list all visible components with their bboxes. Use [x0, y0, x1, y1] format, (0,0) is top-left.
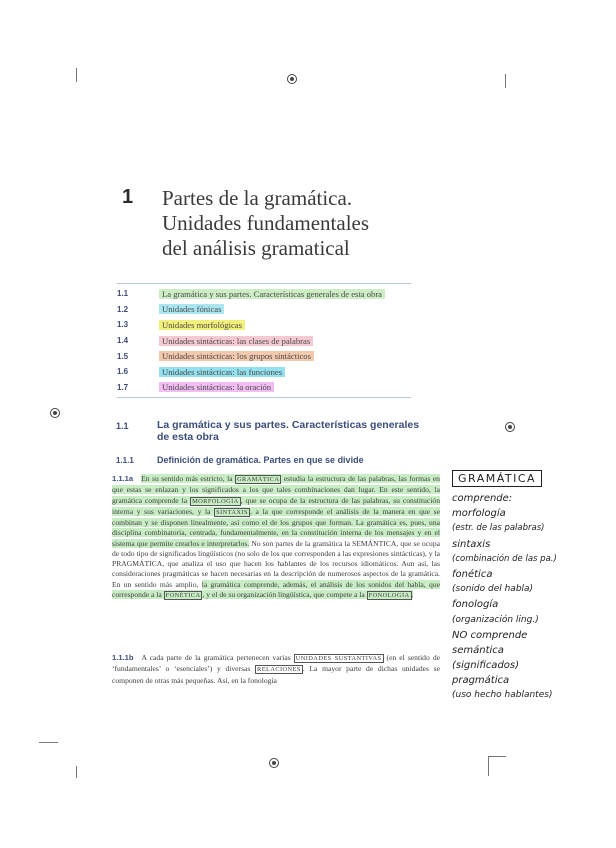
boxed-term: FONÉTICA — [165, 591, 201, 599]
toc-number: 1.4 — [117, 336, 129, 346]
chapter-title-line: Partes de la gramática. — [162, 186, 353, 210]
chapter-number: 1 — [122, 186, 134, 208]
toc-row — [117, 348, 417, 364]
boxed-term: SINTAXIS — [216, 508, 248, 516]
toc-number: 1.1 — [117, 289, 129, 299]
registration-mark-left — [50, 408, 60, 418]
text-run: . La mayor parte de dichas unidades se componen de otras más pequeñas. Así, en la fonología — [112, 664, 440, 685]
registration-mark-right — [505, 422, 515, 432]
text-run: (en el sentido de ‘fundamentales’ o ‘esenciales’) y diversas — [112, 653, 441, 674]
boxed-term: RELACIONES — [257, 666, 301, 674]
subsection-number: 1.1.1 — [116, 456, 134, 465]
paragraph-number: 1.1.1a — [112, 474, 134, 483]
toc-top-rule — [117, 283, 411, 284]
text-run: estudia la estructura de las palabras, las formas en que estas se enlazan y los significados a los que tales combinaciones dan lugar. En este sentido, la gramática comprende la — [112, 474, 440, 505]
handwritten-notes — [452, 470, 612, 706]
text-run: , y el de su organización lingüística, que compete a la — [202, 589, 367, 599]
chapter-title-line: del análisis gramatical — [162, 236, 350, 260]
section-title-line: La gramática y sus partes. Características generales — [157, 419, 420, 431]
chapter-title-line: Unidades fundamentales — [162, 211, 370, 235]
note-line: (organización ling.) — [452, 614, 539, 625]
section-title — [157, 419, 419, 443]
toc-label: Unidades sintácticas: los grupos sintácticos — [159, 351, 314, 361]
toc-row — [117, 380, 417, 396]
note-line: (uso hecho hablantes) — [452, 690, 553, 701]
chapter-toc — [117, 286, 417, 395]
text-run: A cada parte de la gramática pertenecen varias — [141, 653, 294, 662]
note-line: morfología — [452, 508, 506, 520]
toc-number: 1.5 — [117, 351, 129, 361]
text-run: . — [411, 589, 414, 599]
boxed-term: MORFOLOGÍA — [192, 497, 239, 505]
crop-tick-bottom-left — [39, 742, 58, 743]
toc-row — [117, 364, 417, 380]
paragraph-1-1-1b — [112, 653, 440, 686]
toc-row — [117, 317, 417, 333]
boxed-term: GRAMÁTICA — [237, 476, 280, 483]
section-title-line: de esta obra — [157, 431, 219, 443]
text-run: En su sentido más estricto, la — [141, 474, 236, 483]
note-line: fonética — [452, 568, 493, 580]
paragraph-text — [112, 653, 440, 686]
crop-tick-top-left — [76, 68, 77, 82]
boxed-term: UNIDADES SUSTANTIVAS — [295, 655, 382, 662]
paragraph-text — [112, 474, 440, 601]
subsection-title: Definición de gramática. Partes en que se divide — [157, 455, 364, 465]
note-line: pragmática — [452, 675, 510, 687]
crop-tick-bottom-right-v — [488, 756, 489, 776]
note-line: (combinación de las pa.) — [452, 553, 557, 564]
note-line: sintaxis — [452, 538, 491, 550]
toc-label: Unidades morfológicas — [159, 320, 245, 330]
crop-tick-bottom-left-v — [76, 766, 77, 778]
note-line: (significados) — [452, 660, 520, 672]
highlighted-text — [112, 474, 440, 548]
toc-number: 1.2 — [117, 304, 129, 314]
chapter-title — [162, 186, 369, 261]
note-line: semántica — [452, 644, 504, 656]
text-run: la gramática comprende, además, el análisis de los sonidos del habla, que corresponde a la — [112, 579, 440, 599]
toc-label: Unidades sintácticas: la oración — [159, 382, 274, 392]
crop-tick-top-right — [505, 74, 506, 88]
text-run: , a la que corresponde el análisis de la manera en que se combinan y se disponen linealmente, así como el de los grupos que forman. La gramática es, pues, una disciplina combinatoria, centrada, fundamentalmente, en la constitución interna de los mensajes y en el sistema que permite crearlos e interpretarlos. — [112, 506, 441, 548]
paragraph-number: 1.1.1b — [112, 653, 134, 662]
note-line: (sonido del habla) — [452, 584, 534, 595]
toc-label: La gramática y sus partes. Características generales de esta obra — [159, 289, 385, 299]
text-run: , que se ocupa de la estructura de las palabras, su constitución interna y sus variaciones, y la — [112, 495, 440, 516]
notes-heading: GRAMÁTICA — [452, 470, 542, 487]
toc-number: 1.3 — [117, 320, 129, 330]
text-run: No son partes de la gramática la SEMÁNTICA, que se ocupa de todo tipo de significados lingüísticos (no solo de los que corresponden a las expresiones sintácticas), y la PRAGMÁTICA, que analiza el uso que hacen los hablantes de los recursos idiomáticos. Aun así, las consideraciones pragmáticas se hacen necesarias en la descripción de numerosos aspectos de la gramática. En un sentido más amplio, — [112, 538, 440, 589]
toc-label: Unidades fónicas — [159, 304, 224, 314]
note-line: (estr. de las palabras) — [452, 523, 545, 534]
crop-tick-bottom-right — [488, 756, 506, 757]
toc-row — [117, 333, 417, 349]
toc-bottom-rule — [117, 397, 411, 398]
toc-row — [117, 302, 417, 318]
registration-mark-bottom — [269, 758, 279, 768]
toc-number: 1.6 — [117, 367, 129, 377]
boxed-term: FONOLOGÍA — [368, 591, 410, 599]
toc-label: Unidades sintácticas: las clases de palabras — [159, 336, 313, 346]
section-number: 1.1 — [116, 421, 129, 431]
note-line: NO comprende — [452, 629, 528, 641]
toc-label: Unidades sintácticas: las funciones — [159, 367, 285, 377]
note-line: comprende: — [452, 493, 513, 504]
note-line: fonología — [452, 599, 499, 611]
toc-number: 1.7 — [117, 382, 129, 392]
registration-mark-top — [287, 74, 297, 84]
paragraph-1-1-1a — [112, 474, 440, 601]
toc-row — [117, 286, 417, 302]
